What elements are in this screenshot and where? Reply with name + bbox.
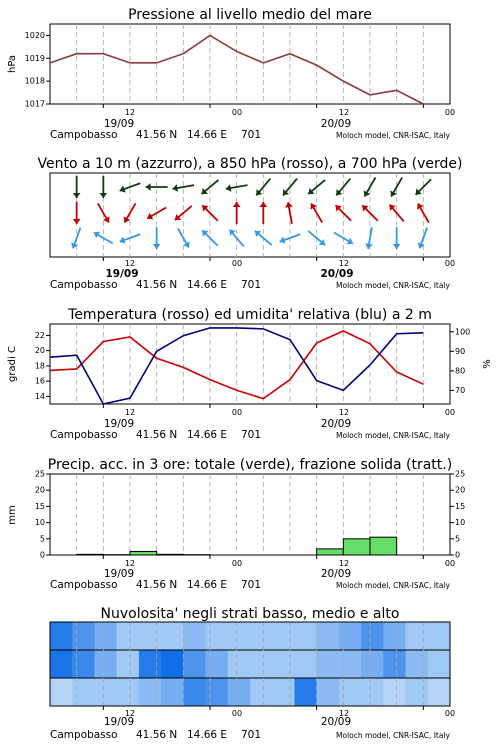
pressure-ytick-label: 1019 (24, 53, 45, 63)
date-label: 19/09 (105, 268, 139, 280)
cloud-cell (183, 678, 206, 706)
pressure-title: Pressione al livello medio del mare (128, 7, 372, 23)
temp-ytick-label: 22 (34, 330, 45, 340)
cloud-cell (272, 650, 295, 678)
x-tick-label: 12 (338, 559, 350, 568)
pressure-ylabel: hPa (7, 54, 18, 74)
cloud-cell (117, 622, 140, 650)
cloud-cell (161, 678, 184, 706)
precip-title: Precip. acc. in 3 ore: totale (verde), frazione solida (tratt.) (47, 457, 453, 473)
temp-ytick-label: 16 (34, 376, 45, 386)
cloud-cell (50, 650, 73, 678)
cloud-cell (228, 622, 251, 650)
location-lon: 14.66 E (187, 129, 228, 141)
precip-ylabel: mm (7, 505, 18, 525)
credit-text: Moloch model, CNR-ISAC, Italy (336, 131, 450, 140)
location-name: Campobasso (50, 579, 118, 591)
precip-panel (7, 457, 465, 560)
location-name: Campobasso (50, 279, 118, 291)
precip-bar (77, 554, 104, 555)
pressure-ytick-label: 1017 (24, 99, 45, 109)
location-lon: 14.66 E (187, 429, 228, 441)
pressure-y-ticks (25, 31, 45, 109)
cloud-cell (117, 650, 140, 678)
cloud-cell (183, 650, 206, 678)
date-label: 19/09 (103, 118, 135, 130)
x-tick-label: 12 (124, 108, 136, 117)
temp-rh-panel (7, 307, 493, 408)
x-tick-label: 00 (444, 408, 456, 417)
x-tick-label: 00 (444, 709, 456, 718)
x-tick-label: 00 (444, 559, 456, 568)
cloud-cell (272, 678, 295, 706)
precip-ytick-label: 25 (34, 469, 45, 479)
cloud-cell (94, 622, 117, 650)
cloud-cell (428, 650, 451, 678)
x-tick-label: 00 (231, 259, 243, 268)
x-tick-label: 00 (444, 259, 456, 268)
precip-bar (157, 554, 184, 555)
rh-ytick-label: 80 (455, 366, 466, 376)
location-alt: 701 (241, 429, 262, 441)
date-label: 20/09 (320, 716, 352, 728)
cloud-cell (206, 622, 229, 650)
cloud-cell (72, 622, 95, 650)
temp-rh-title: Temperatura (rosso) ed umidita' relativa (blu) a 2 m (68, 307, 432, 323)
cloud-cell (228, 650, 251, 678)
temp-ytick-label: 20 (34, 346, 45, 356)
wind-plot-frame (50, 173, 450, 257)
x-tick-label: 00 (231, 108, 243, 117)
precip-bar (130, 551, 157, 555)
cloud-cell (383, 622, 406, 650)
credit-text: Moloch model, CNR-ISAC, Italy (336, 731, 450, 740)
precip-ytick-label-right: 0 (455, 550, 461, 560)
precip-x-axis (104, 559, 455, 580)
cloud-cell (339, 650, 362, 678)
temp-y-ticks (35, 331, 45, 401)
cloud-cell (161, 650, 184, 678)
clouds-x-axis (104, 709, 455, 728)
rh-ytick-label: 100 (455, 327, 471, 337)
credit-text: Moloch model, CNR-ISAC, Italy (336, 431, 450, 440)
x-tick-label: 12 (338, 259, 350, 268)
x-tick-label: 12 (338, 408, 350, 417)
temp-rh-footer (50, 429, 451, 441)
date-label: 20/09 (320, 268, 354, 280)
precip-footer (50, 579, 451, 591)
cloud-cell (361, 650, 384, 678)
location-alt: 701 (241, 729, 262, 741)
date-label: 20/09 (320, 568, 352, 580)
cloud-cell (94, 678, 117, 706)
cloud-cell (294, 622, 317, 650)
clouds-panel (50, 606, 451, 710)
precip-ytick-label: 5 (39, 534, 45, 544)
cloud-cell (383, 678, 406, 706)
precip-ytick-label-right: 20 (455, 485, 466, 495)
cloud-cell (206, 650, 229, 678)
cloud-cell (250, 650, 273, 678)
cloud-cell (406, 622, 429, 650)
cloud-cell (317, 678, 340, 706)
precip-ytick-label: 20 (34, 485, 45, 495)
cloud-cell (183, 622, 206, 650)
precip-ytick-label: 15 (34, 501, 45, 511)
x-tick-label: 12 (124, 408, 136, 417)
date-label: 19/09 (103, 418, 135, 430)
cloud-cell (339, 622, 362, 650)
rh-y-ticks (455, 327, 470, 395)
precip-y-ticks-right (455, 470, 465, 560)
cloud-cell (294, 650, 317, 678)
x-tick-label: 00 (231, 559, 243, 568)
cloud-cell (428, 622, 451, 650)
temp-ytick-label: 18 (34, 361, 45, 371)
precip-ytick-label: 10 (34, 518, 45, 528)
precip-bar (317, 549, 344, 555)
location-name: Campobasso (50, 729, 118, 741)
x-tick-label: 12 (124, 559, 136, 568)
cloud-cell (250, 622, 273, 650)
wind-footer (50, 279, 451, 291)
cloud-cell (361, 678, 384, 706)
date-label: 19/09 (103, 716, 135, 728)
date-label: 20/09 (320, 418, 352, 430)
precip-ytick-label-right: 15 (455, 501, 466, 511)
cloud-cells (50, 622, 451, 706)
temp-ylabel: gradi C (7, 346, 18, 382)
location-alt: 701 (241, 579, 262, 591)
pressure-x-axis (104, 108, 455, 130)
x-tick-label: 12 (124, 709, 136, 718)
cloud-cell (317, 622, 340, 650)
precip-bar (343, 539, 370, 555)
cloud-cell (339, 678, 362, 706)
x-tick-label: 00 (444, 108, 456, 117)
location-alt: 701 (241, 279, 262, 291)
x-tick-label: 00 (231, 408, 243, 417)
location-lon: 14.66 E (187, 729, 228, 741)
location-name: Campobasso (50, 429, 118, 441)
wind-panel (37, 156, 462, 261)
rh-ylabel: % (482, 359, 493, 369)
cloud-cell (161, 622, 184, 650)
pressure-ytick-label: 1020 (24, 30, 45, 40)
cloud-cell (72, 678, 95, 706)
cloud-cell (383, 650, 406, 678)
cloud-cell (50, 622, 73, 650)
x-tick-label: 12 (338, 108, 350, 117)
date-label: 20/09 (320, 118, 352, 130)
date-label: 19/09 (103, 568, 135, 580)
pressure-ytick-label: 1018 (24, 76, 45, 86)
temp-rh-x-axis (104, 408, 455, 430)
location-alt: 701 (241, 129, 262, 141)
rh-ytick-label: 90 (455, 346, 466, 356)
wind-title: Vento a 10 m (azzurro), a 850 hPa (rosso), a 700 hPa (verde) (37, 156, 463, 172)
precip-ytick-label-right: 10 (455, 518, 466, 528)
precip-ytick-label: 0 (39, 550, 45, 560)
x-tick-label: 12 (338, 709, 350, 718)
rh-ytick-label: 70 (455, 385, 466, 395)
precip-ytick-label-right: 5 (455, 534, 461, 544)
pressure-panel (7, 7, 450, 109)
wind-x-axis (105, 259, 455, 280)
cloud-cell (94, 650, 117, 678)
credit-text: Moloch model, CNR-ISAC, Italy (336, 581, 450, 590)
location-lat: 41.56 N (136, 579, 178, 591)
cloud-cell (428, 678, 451, 706)
precip-bar (370, 537, 397, 555)
cloud-cell (72, 650, 95, 678)
pressure-footer (50, 129, 451, 141)
location-lon: 14.66 E (187, 279, 228, 291)
x-tick-label: 12 (124, 259, 136, 268)
cloud-cell (139, 622, 162, 650)
cloud-cell (228, 678, 251, 706)
cloud-cell (406, 650, 429, 678)
location-lon: 14.66 E (187, 579, 228, 591)
temp-ytick-label: 14 (34, 391, 45, 401)
cloud-cell (250, 678, 273, 706)
location-lat: 41.56 N (136, 279, 178, 291)
cloud-cell (139, 678, 162, 706)
precip-y-ticks-left (35, 470, 45, 560)
precip-ytick-label-right: 25 (455, 469, 466, 479)
cloud-cell (317, 650, 340, 678)
clouds-title: Nuvolosita' negli strati basso, medio e alto (100, 606, 400, 622)
cloud-cell (361, 622, 384, 650)
cloud-cell (50, 678, 73, 706)
clouds-footer (50, 729, 451, 741)
credit-text: Moloch model, CNR-ISAC, Italy (336, 281, 450, 290)
location-lat: 41.56 N (136, 729, 178, 741)
cloud-cell (117, 678, 140, 706)
cloud-cell (206, 678, 229, 706)
cloud-cell (406, 678, 429, 706)
location-name: Campobasso (50, 129, 118, 141)
x-tick-label: 00 (231, 709, 243, 718)
location-lat: 41.56 N (136, 129, 178, 141)
cloud-cell (139, 650, 162, 678)
cloud-cell (272, 622, 295, 650)
location-lat: 41.56 N (136, 429, 178, 441)
cloud-cell (294, 678, 317, 706)
